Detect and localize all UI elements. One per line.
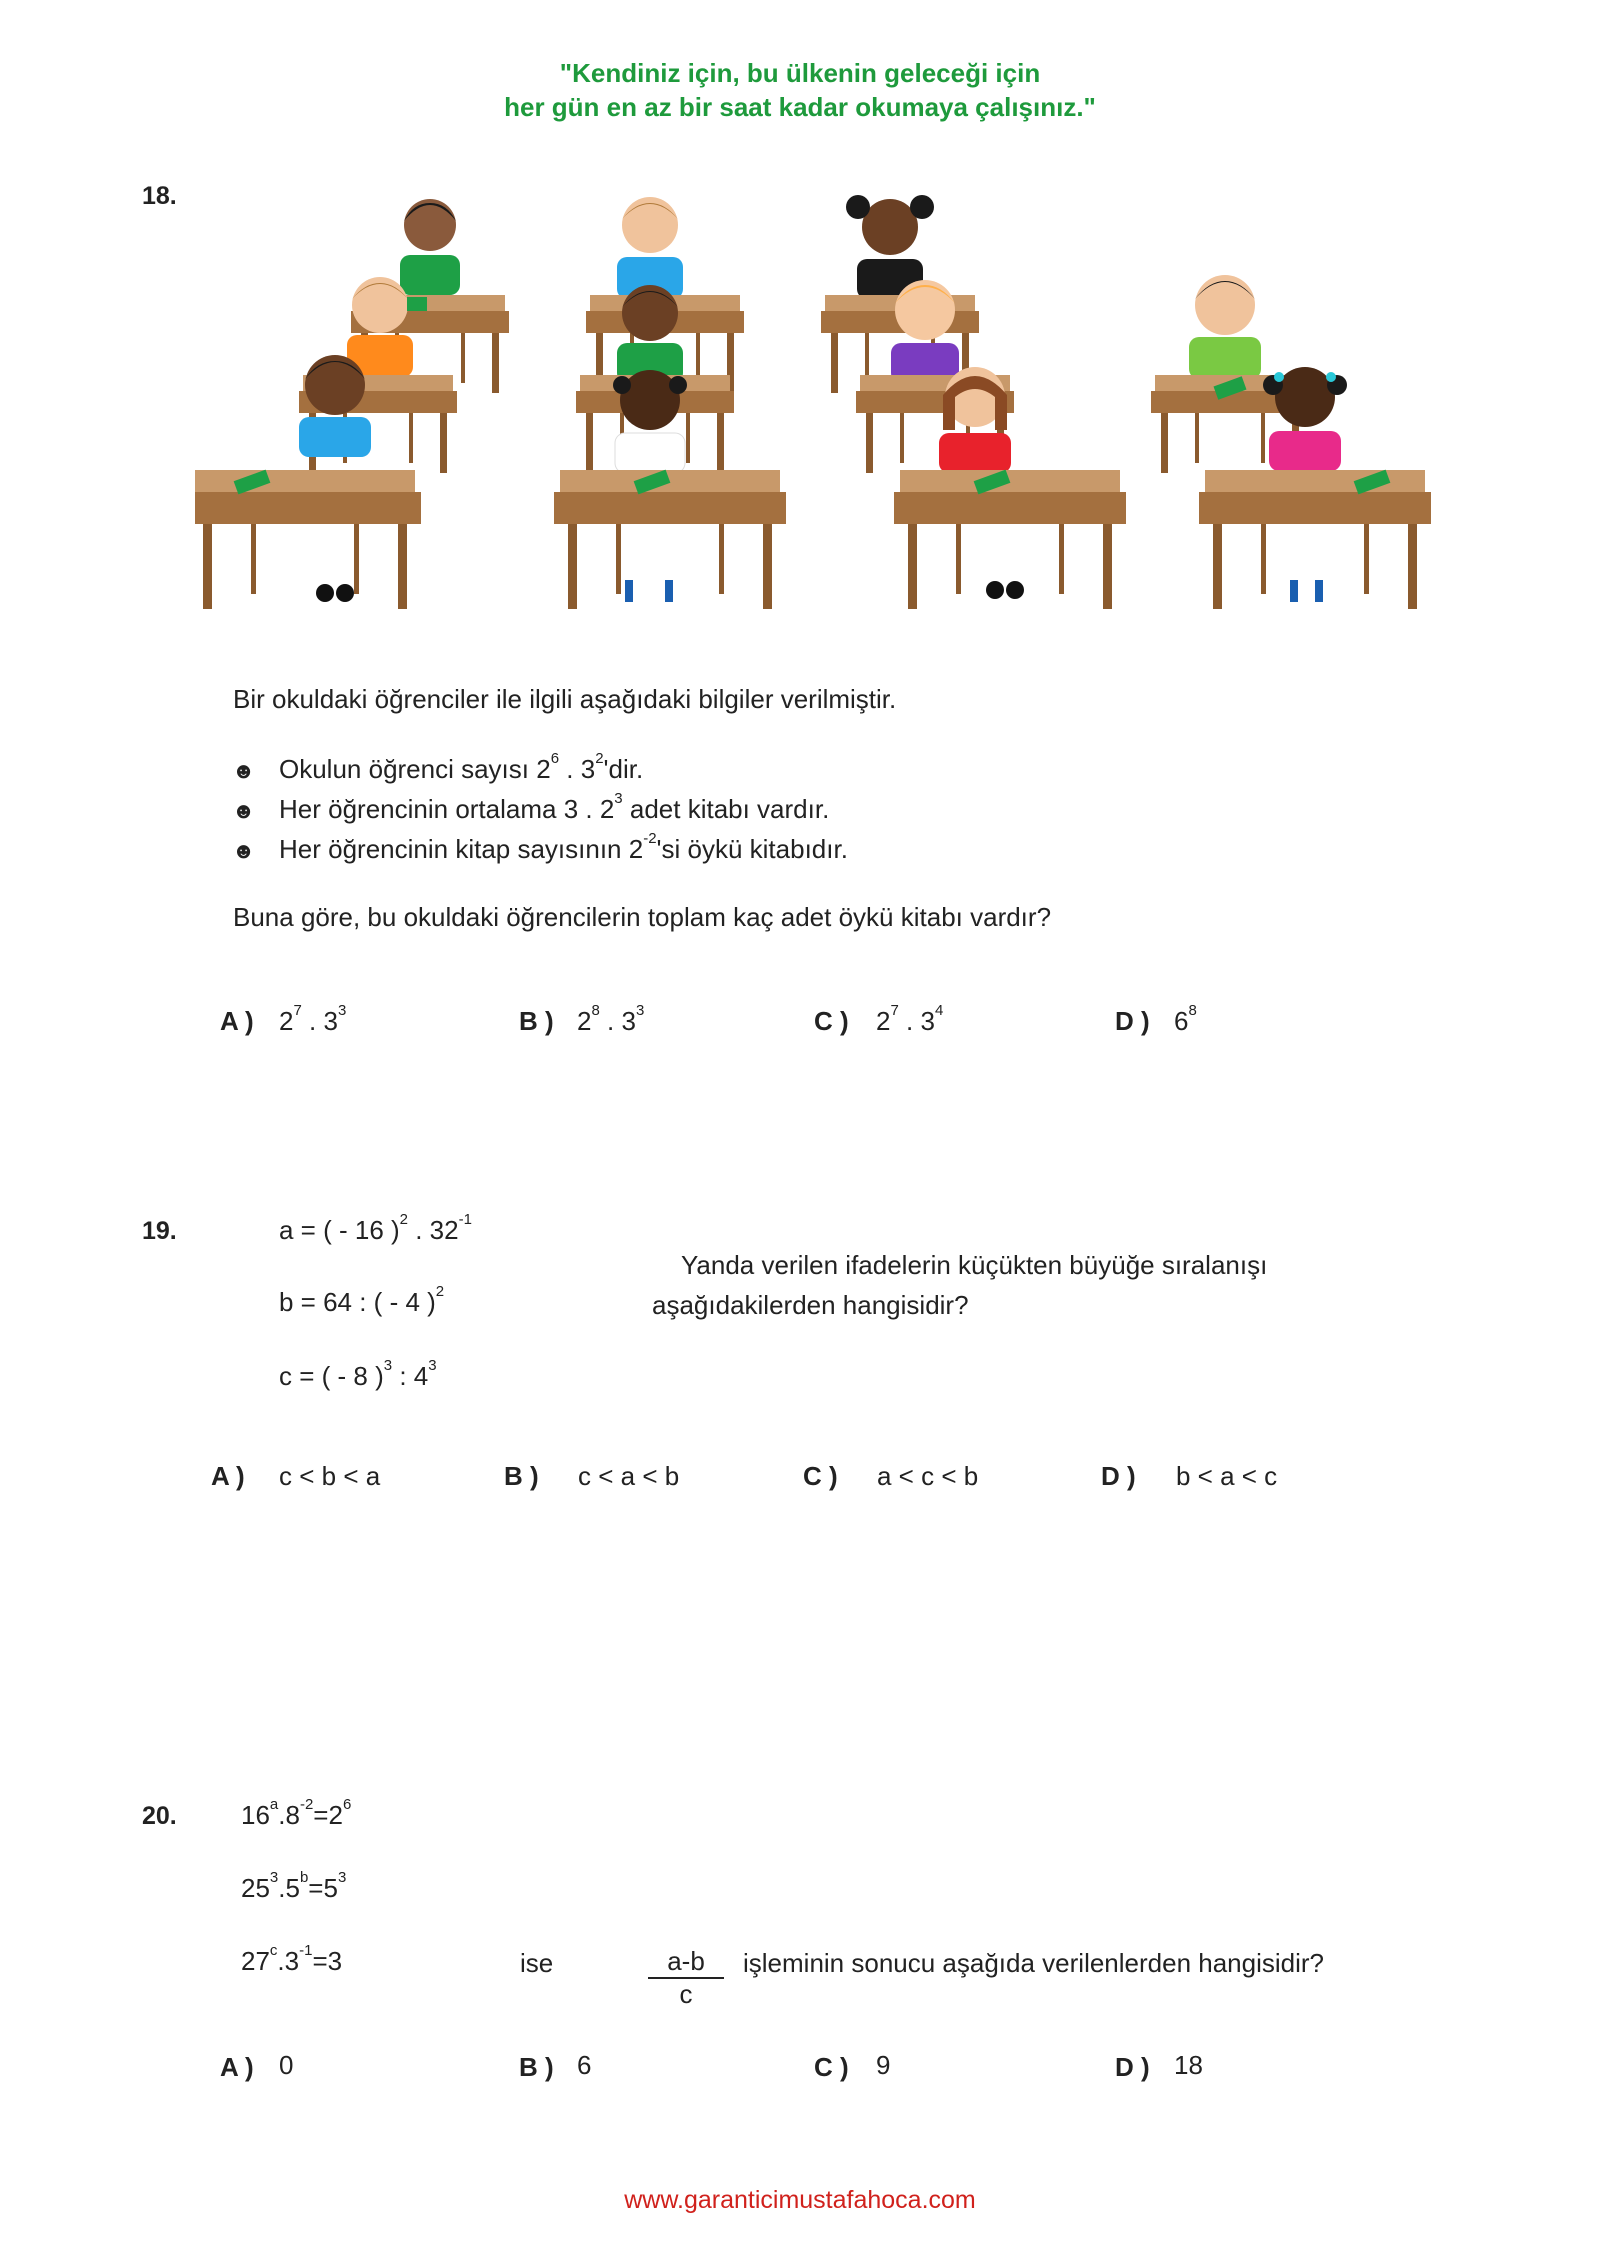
expression-c: c = ( - 8 )$^3$ : $4^3$ xyxy=(279,1357,437,1391)
option-c-value[interactable]: 9 xyxy=(876,2050,891,2080)
option-a-label[interactable]: A ) xyxy=(220,1006,254,1036)
fraction xyxy=(648,1946,724,2010)
option-b-label[interactable]: B ) xyxy=(519,2052,554,2082)
expression-a: a = ( - 16 )$^2$ . $32^{-1}$ xyxy=(279,1211,472,1245)
equation-2: $25^3.5^b=5^3$ xyxy=(241,1869,347,1903)
option-c-value[interactable]: a < c < b xyxy=(877,1461,979,1491)
option-a-value[interactable]: 0 xyxy=(279,2050,294,2080)
expression-b: b = 64 : ( - 4 )$^2$ xyxy=(279,1283,445,1317)
ise-text: ise xyxy=(520,1948,554,1978)
option-c-label[interactable]: C ) xyxy=(814,2052,849,2082)
question-18-text: Buna göre, bu okuldaki öğrencilerin toplam kaç adet öykü kitabı vardır? xyxy=(233,902,1052,932)
option-c-value[interactable]: $2^7$ . $3^4$ xyxy=(876,1002,944,1036)
option-a-value[interactable]: c < b < a xyxy=(279,1461,381,1491)
option-b-label[interactable]: B ) xyxy=(504,1461,539,1491)
option-a-value[interactable]: $2^7$ . $3^3$ xyxy=(279,1002,347,1036)
option-d-label[interactable]: D ) xyxy=(1101,1461,1136,1491)
option-c-label[interactable]: C ) xyxy=(814,1006,849,1036)
motto-line-1: "Kendiniz için, bu ülkenin geleceği için xyxy=(559,58,1041,88)
question-18-bullet-3: Her öğrencinin kitap sayısının $2^{-2}'si$ öykü kitabıdır. xyxy=(279,830,848,864)
equation-1: $16^a.8^{-2}=2^6$ xyxy=(241,1796,352,1830)
student-group-3 xyxy=(821,195,1126,609)
option-d-label[interactable]: D ) xyxy=(1115,1006,1150,1036)
option-d-value[interactable]: b < a < c xyxy=(1176,1461,1278,1491)
option-a-label[interactable]: A ) xyxy=(211,1461,245,1491)
smiley-bullet-icon: ☻ xyxy=(232,758,256,783)
question-18-bullet-2: Her öğrencinin ortalama 3 . $2^3$ adet kitabı vardır. xyxy=(279,790,830,824)
question-20-text: işleminin sonucu aşağıda verilenlerden hangisidir? xyxy=(743,1948,1325,1978)
question-18-intro: Bir okuldaki öğrenciler ile ilgili aşağıdaki bilgiler verilmiştir. xyxy=(233,684,897,714)
smiley-bullet-icon: ☻ xyxy=(232,798,256,823)
option-c-label[interactable]: C ) xyxy=(803,1461,838,1491)
question-18-number: 18. xyxy=(142,182,177,210)
question-19-number: 19. xyxy=(142,1217,177,1245)
fraction-denominator: c xyxy=(679,1979,693,2009)
question-19-text-line-2: aşağıdakilerden hangisidir? xyxy=(652,1290,969,1320)
option-a-label[interactable]: A ) xyxy=(220,2052,254,2082)
question-19-text-line-1: Yanda verilen ifadelerin küçükten büyüğe sıralanışı xyxy=(681,1250,1268,1280)
option-b-value[interactable]: 6 xyxy=(577,2050,592,2080)
motto xyxy=(0,56,1600,124)
student-group-2 xyxy=(554,197,786,609)
option-d-value[interactable]: 18 xyxy=(1174,2050,1203,2080)
motto-line-2: her gün en az bir saat kadar okumaya çalışınız." xyxy=(504,92,1096,122)
option-b-value[interactable]: c < a < b xyxy=(578,1461,680,1491)
smiley-bullet-icon: ☻ xyxy=(232,838,256,863)
option-d-value[interactable]: $6^8$ xyxy=(1174,1002,1197,1036)
question-20-number: 20. xyxy=(142,1802,177,1830)
student-group-4 xyxy=(1151,275,1431,609)
option-b-label[interactable]: B ) xyxy=(519,1006,554,1036)
fraction-numerator: a-b xyxy=(667,1946,705,1976)
student-group-1 xyxy=(195,199,509,609)
footer-link[interactable]: www.garanticimustafahoca.com xyxy=(624,2186,976,2214)
option-b-value[interactable]: $2^8$ . $3^3$ xyxy=(577,1002,645,1036)
question-18-bullet-1: Okulun öğrenci sayısı $2^6$ . $3^2'dir$. xyxy=(279,750,644,784)
equation-3: $27^c.3^{-1}=3$ xyxy=(241,1942,343,1976)
option-d-label[interactable]: D ) xyxy=(1115,2052,1150,2082)
classroom-illustration xyxy=(195,185,1445,645)
